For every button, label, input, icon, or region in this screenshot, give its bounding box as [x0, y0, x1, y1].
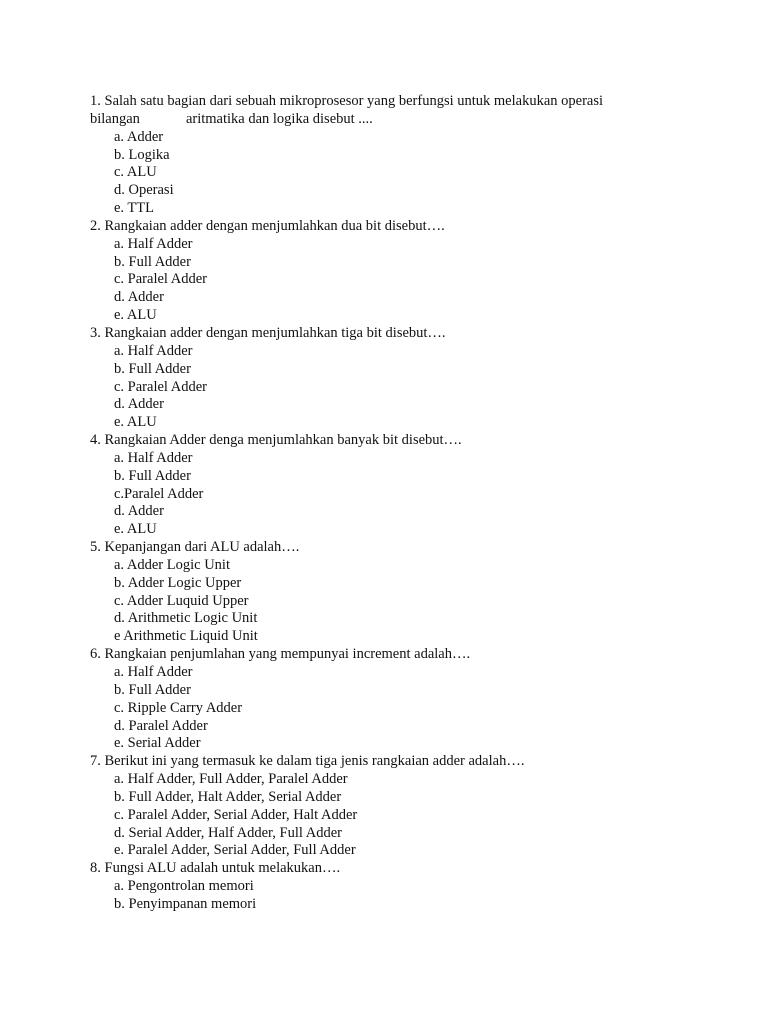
answer-option: d. Adder: [114, 396, 164, 413]
answer-option: a. Half Adder, Full Adder, Paralel Adder: [114, 771, 348, 788]
question-4: [90, 432, 690, 539]
answer-option: b. Full Adder: [114, 467, 191, 484]
question-prompt: 4. Rangkaian Adder denga menjumlahkan banyak bit disebut….: [90, 432, 462, 449]
question-5: [90, 539, 690, 646]
answer-option: b. Full Adder: [114, 253, 191, 270]
prompt-word: bilangan: [90, 110, 140, 127]
answer-option: a. Half Adder: [114, 449, 193, 466]
answer-option: a. Adder: [114, 128, 164, 145]
answer-option: c. Paralel Adder: [114, 271, 208, 288]
prompt-text: aritmatika dan logika disebut ....: [185, 110, 373, 127]
answer-option: d. Serial Adder, Half Adder, Full Adder: [114, 824, 342, 841]
answer-option: c. Paralel Adder: [114, 378, 208, 395]
question-prompt: 6. Rangkaian penjumlahan yang mempunyai increment adalah….: [90, 646, 471, 663]
answer-option: b. Adder Logic Upper: [114, 574, 242, 591]
question-3: [90, 325, 690, 432]
answer-option: e. Paralel Adder, Serial Adder, Full Adder: [114, 842, 356, 859]
answer-option: b. Full Adder: [114, 360, 191, 377]
answer-option: e. ALU: [114, 414, 157, 431]
answer-option: b. Logika: [114, 146, 170, 163]
question-8: [90, 860, 690, 914]
question-prompt: 7. Berikut ini yang termasuk ke dalam tiga jenis rangkaian adder adalah….: [90, 753, 525, 770]
answer-option: c. ALU: [114, 164, 157, 181]
question-7: [90, 753, 690, 860]
answer-option: d. Arithmetic Logic Unit: [114, 610, 258, 627]
answer-option: d. Paralel Adder: [114, 717, 208, 734]
answer-option: b. Full Adder, Halt Adder, Serial Adder: [114, 788, 342, 805]
answer-option: c. Paralel Adder, Serial Adder, Halt Adder: [114, 806, 358, 823]
answer-option: c. Adder Luquid Upper: [114, 592, 249, 609]
question-1: [90, 93, 690, 218]
question-2: [90, 218, 690, 325]
quiz-questions: [90, 93, 690, 914]
answer-option: a. Half Adder: [114, 664, 193, 680]
question-prompt: 1. Salah satu bagian dari sebuah mikroprosesor yang berfungsi untuk melakukan operasi: [90, 93, 604, 109]
answer-option: b. Full Adder: [114, 681, 191, 698]
answer-option: a. Adder Logic Unit: [114, 556, 230, 573]
answer-option: b. Penyimpanan memori: [114, 895, 257, 912]
answer-option: e. Serial Adder: [114, 735, 201, 752]
answer-option: c. Ripple Carry Adder: [114, 699, 243, 716]
question-prompt: 2. Rangkaian adder dengan menjumlahkan dua bit disebut….: [90, 217, 445, 234]
answer-option: d. Adder: [114, 503, 164, 520]
answer-option: d. Operasi: [114, 182, 174, 199]
answer-option: d. Adder: [114, 289, 164, 306]
question-prompt: 5. Kepanjangan dari ALU adalah….: [90, 539, 300, 556]
answer-option: a. Half Adder: [114, 342, 193, 359]
answer-option: c.Paralel Adder: [114, 485, 204, 502]
question-6: [90, 646, 690, 753]
question-prompt: 8. Fungsi ALU adalah untuk melakukan….: [90, 860, 341, 877]
answer-option: a. Half Adder: [114, 235, 193, 252]
answer-option: e Arithmetic Liquid Unit: [114, 628, 258, 645]
answer-option: e. ALU: [114, 521, 157, 538]
answer-option: e. TTL: [114, 200, 154, 217]
answer-option: e. ALU: [114, 307, 157, 324]
answer-option: a. Pengontrolan memori: [114, 878, 254, 895]
question-prompt-continuation: [90, 111, 690, 129]
question-prompt: 3. Rangkaian adder dengan menjumlahkan tiga bit disebut….: [90, 324, 446, 341]
